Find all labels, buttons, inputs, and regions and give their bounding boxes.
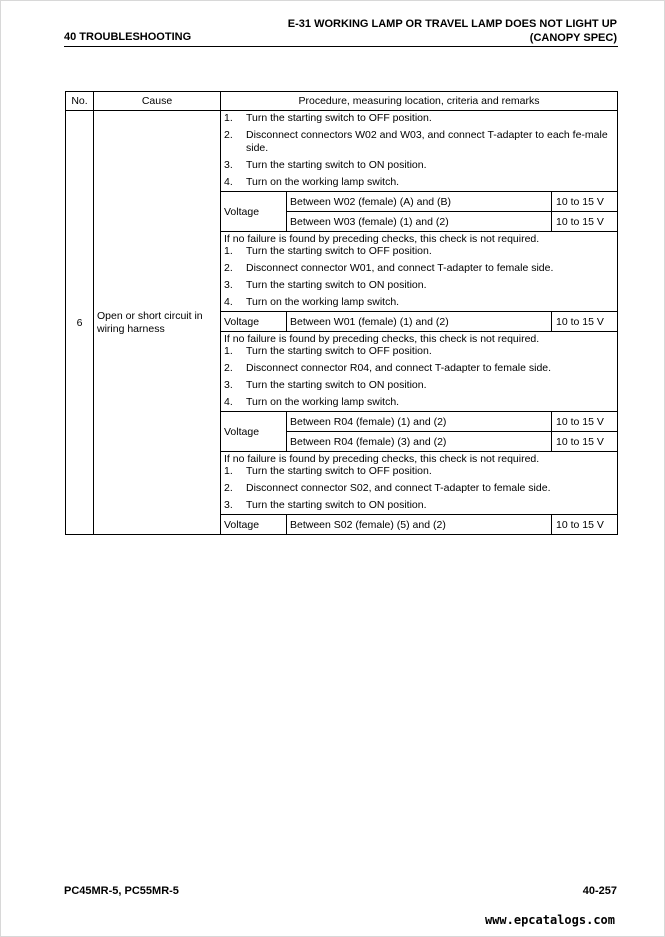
voltage-criteria: 10 to 15 V (552, 212, 618, 232)
step-text: Turn the starting switch to ON position. (246, 279, 427, 291)
procedure-step (224, 345, 614, 358)
measurement-location: Between R04 (female) (3) and (2) (287, 432, 552, 452)
step-text: Turn the starting switch to OFF position. (246, 465, 432, 477)
step-number: 3. (224, 279, 233, 291)
page-number: 40-257 (582, 885, 617, 897)
step-text: Turn the starting switch to OFF position. (246, 112, 432, 124)
procedure-step (224, 396, 614, 409)
measurement-table (221, 412, 617, 451)
procedure-step (224, 482, 614, 495)
procedure-step (224, 379, 614, 392)
model-name: PC45MR-5, PC55MR-5 (64, 885, 179, 897)
measurement-location: Between W02 (female) (A) and (B) (290, 195, 452, 208)
voltage-label: Voltage (221, 312, 287, 331)
procedure-block (221, 452, 617, 512)
cause-text: Open or short circuit in wiring harness (94, 111, 221, 535)
watermark: www.epcatalogs.com (484, 913, 615, 927)
voltage-label: Voltage (221, 192, 287, 231)
measurement-location: Between S02 (female) (5) and (2) (290, 518, 446, 531)
procedure-cell (221, 452, 618, 515)
procedure-block (221, 232, 617, 309)
voltage-criteria: 10 to 15 V (552, 192, 618, 212)
procedure-step (224, 245, 614, 258)
measurement-line (221, 192, 617, 212)
step-text: Disconnect connector W01, and connect T-adapter to female side. (246, 262, 554, 274)
procedure-cell (221, 332, 618, 412)
step-number: 4. (224, 396, 233, 408)
procedure-step (224, 465, 614, 478)
skip-note: If no failure is found by preceding checks, this check is not required. (224, 333, 540, 345)
step-text: Turn on the working lamp switch. (246, 296, 400, 308)
page-title-line-1: E-31 WORKING LAMP OR TRAVEL LAMP DOES NOT LIGHT UP (287, 18, 617, 30)
table-header-row (66, 92, 618, 111)
measurement-table (221, 515, 617, 534)
measurement-line (221, 515, 617, 534)
step-number: 3. (224, 159, 233, 171)
step-text: Turn the starting switch to OFF position. (246, 345, 432, 357)
procedure-cell (221, 232, 618, 312)
column-header-no: No. (66, 92, 94, 111)
step-number: 3. (224, 499, 233, 511)
procedure-block (221, 111, 617, 189)
voltage-criteria: 10 to 15 V (552, 412, 618, 432)
voltage-criteria: 10 to 15 V (552, 312, 618, 331)
step-text: Disconnect connector R04, and connect T-adapter to female side. (246, 362, 552, 374)
column-header-cause: Cause (94, 92, 221, 111)
table-body (66, 111, 618, 535)
measurement-cell (221, 412, 618, 452)
troubleshooting-table (65, 91, 618, 535)
measurement-cell (221, 515, 618, 535)
procedure-step (224, 499, 614, 512)
procedure-step (224, 362, 614, 375)
step-number: 4. (224, 296, 233, 308)
step-text: Turn on the working lamp switch. (246, 176, 400, 188)
voltage-criteria: 10 to 15 V (552, 515, 618, 534)
step-text: Turn the starting switch to ON position. (246, 499, 427, 511)
row-number: 6 (66, 111, 94, 535)
procedure-step (224, 112, 614, 125)
measurement-location: Between W03 (female) (1) and (2) (287, 212, 552, 232)
page-title (288, 17, 617, 45)
measurement-table (221, 312, 617, 331)
procedure-block (221, 332, 617, 409)
procedure-step (224, 262, 614, 275)
step-number: 1. (224, 245, 233, 257)
skip-note: If no failure is found by preceding checks, this check is not required. (224, 453, 540, 465)
step-number: 3. (224, 379, 233, 391)
step-text: Turn the starting switch to OFF position. (246, 245, 432, 257)
measurement-table (221, 192, 617, 231)
step-text: Disconnect connector S02, and connect T-adapter to female side. (246, 482, 551, 494)
procedure-step (224, 176, 614, 189)
procedure-row (66, 111, 618, 192)
voltage-label: Voltage (221, 515, 287, 534)
step-number: 2. (224, 482, 233, 494)
measurement-line (221, 312, 617, 331)
section-title: 40 TROUBLESHOOTING (64, 31, 192, 43)
step-text: Turn on the working lamp switch. (246, 396, 400, 408)
measurement-location: Between R04 (female) (1) and (2) (290, 415, 447, 428)
procedure-step (224, 129, 614, 155)
column-header-procedure: Procedure, measuring location, criteria and remarks (221, 92, 618, 111)
step-number: 1. (224, 345, 233, 357)
procedure-step (224, 159, 614, 172)
page-title-line-2: (CANOPY SPEC) (529, 32, 617, 44)
step-number: 2. (224, 362, 233, 374)
skip-note: If no failure is found by preceding checks, this check is not required. (224, 233, 540, 245)
step-text: Turn the starting switch to ON position. (246, 379, 427, 391)
step-number: 1. (224, 465, 233, 477)
step-number: 4. (224, 176, 233, 188)
procedure-step (224, 279, 614, 292)
step-number: 2. (224, 129, 233, 141)
step-number: 1. (224, 112, 233, 124)
voltage-criteria: 10 to 15 V (552, 432, 618, 452)
procedure-step (224, 296, 614, 309)
measurement-line (221, 412, 617, 432)
measurement-cell (221, 312, 618, 332)
measurement-location: Between W01 (female) (1) and (2) (290, 315, 449, 328)
procedure-cell (221, 111, 618, 192)
measurement-cell (221, 192, 618, 232)
voltage-label: Voltage (221, 412, 287, 451)
step-text: Turn the starting switch to ON position. (246, 159, 427, 171)
header-rule (64, 46, 618, 47)
step-text: Disconnect connectors W02 and W03, and connect T-adapter to each fe-male side. (246, 129, 608, 154)
step-number: 2. (224, 262, 233, 274)
